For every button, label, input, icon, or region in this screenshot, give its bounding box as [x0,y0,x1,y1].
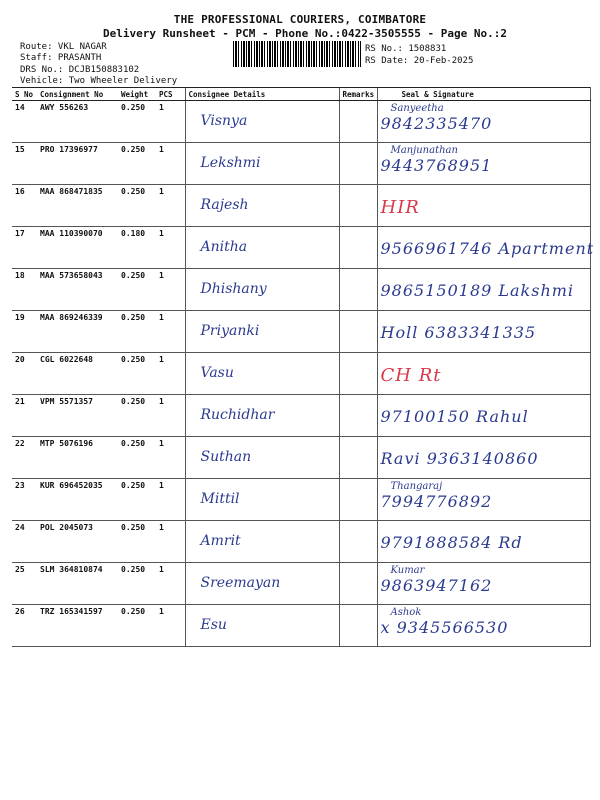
cell-remarks [339,101,377,143]
cell-weight: 0.250 [118,353,156,395]
signature-name: Thangaraj [390,481,443,492]
cell-sno: 14 [12,101,37,143]
signature-phone: 97100150 Rahul [380,407,529,426]
table-row [12,311,590,353]
cell-pcs: 1 [156,563,185,605]
signature-name: Kumar [390,565,425,576]
consignee-handwriting: Mittil [200,491,240,507]
consignee-handwriting: Priyanki [200,323,260,339]
col-pcs: PCS [156,88,185,101]
cell-consignee-details [185,185,339,227]
cell-seal-signature [377,101,590,143]
consignee-handwriting: Lekshmi [200,155,261,171]
signature-phone: 9791888584 Rd [380,533,523,552]
cell-consignee-details [185,311,339,353]
signature-name: Sanyeetha [390,103,444,114]
cell-remarks [339,353,377,395]
cell-pcs: 1 [156,521,185,563]
staff-label: Staff: PRASANTH [20,53,102,63]
cell-consignment-no: MAA 110390070 [37,227,118,269]
cell-consignee-details [185,437,339,479]
cell-seal-signature [377,143,590,185]
cell-sno: 19 [12,311,37,353]
table-row [12,269,590,311]
table-row [12,395,590,437]
cell-sno: 22 [12,437,37,479]
table-row [12,437,590,479]
cell-pcs: 1 [156,479,185,521]
col-weight: Weight [118,88,156,101]
table-row [12,479,590,521]
cell-seal-signature [377,605,590,647]
consignee-handwriting: Suthan [200,449,252,465]
signature-phone: 7994776892 [380,492,493,511]
cell-seal-signature [377,521,590,563]
signature-phone: 9842335470 [380,114,493,133]
cell-pcs: 1 [156,437,185,479]
route-label: Route: VKL NAGAR [20,42,107,52]
cell-pcs: 1 [156,185,185,227]
cell-consignment-no: KUR 696452035 [37,479,118,521]
cell-sno: 20 [12,353,37,395]
cell-pcs: 1 [156,101,185,143]
cell-weight: 0.250 [118,185,156,227]
cell-pcs: 1 [156,269,185,311]
cell-sno: 26 [12,605,37,647]
table-row [12,185,590,227]
cell-weight: 0.250 [118,395,156,437]
table-row [12,605,590,647]
cell-sno: 23 [12,479,37,521]
cell-sno: 17 [12,227,37,269]
cell-consignment-no: AWY 556263 [37,101,118,143]
delivery-table [12,87,595,647]
cell-consignee-details [185,353,339,395]
runsheet-subtitle: Delivery Runsheet - PCM - Phone No.:0422-3505555 - Page No.:2 [103,27,507,40]
cell-consignee-details [185,269,339,311]
cell-sno: 25 [12,563,37,605]
signature-phone: 9865150189 Lakshmi [380,281,575,300]
consignee-handwriting: Dhishany [200,281,267,297]
cell-pcs: 1 [156,143,185,185]
cell-weight: 0.250 [118,605,156,647]
cell-remarks [339,269,377,311]
cell-consignee-details [185,521,339,563]
cell-consignment-no: TRZ 165341597 [37,605,118,647]
cell-seal-signature [377,185,590,227]
cell-weight: 0.250 [118,437,156,479]
signature-name: Manjunathan [390,145,458,156]
cell-seal-signature [377,479,590,521]
cell-weight: 0.250 [118,269,156,311]
cell-consignment-no: MAA 868471835 [37,185,118,227]
cell-seal-signature [377,395,590,437]
signature-phone: CH Rt [380,365,442,386]
signature-phone: Holl 6383341335 [380,323,537,342]
cell-seal-signature [377,437,590,479]
cell-consignment-no: CGL 6022648 [37,353,118,395]
col-signature: Seal & Signature [377,88,590,101]
signature-phone: x 9345566530 [380,618,509,637]
cell-sno: 18 [12,269,37,311]
cell-remarks [339,311,377,353]
table-row [12,353,590,395]
cell-consignment-no: SLM 364810874 [37,563,118,605]
cell-remarks [339,227,377,269]
table-row [12,563,590,605]
signature-phone: HIR [380,197,420,218]
col-sno: S No [12,88,37,101]
cell-consignment-no: POL 2045073 [37,521,118,563]
cell-weight: 0.250 [118,101,156,143]
drs-label: DRS No.: DCJB150883102 [20,65,140,75]
cell-remarks [339,605,377,647]
consignee-handwriting: Vasu [200,365,234,381]
cell-seal-signature [377,311,590,353]
cell-sno: 16 [12,185,37,227]
rs-number: RS No.: 1508831 [365,44,447,54]
signature-phone: 9863947162 [380,576,493,595]
cell-consignee-details [185,143,339,185]
cell-remarks [339,563,377,605]
rs-date: RS Date: 20-Feb-2025 [365,56,474,66]
cell-consignment-no: MTP 5076196 [37,437,118,479]
cell-remarks [339,479,377,521]
table-header-row [12,88,590,101]
cell-consignee-details [185,395,339,437]
cell-pcs: 1 [156,311,185,353]
table-row [12,101,590,143]
cell-consignment-no: MAA 573658043 [37,269,118,311]
cell-remarks [339,395,377,437]
cell-consignee-details [185,563,339,605]
barcode-image [233,41,361,67]
cell-weight: 0.250 [118,311,156,353]
table-row [12,227,590,269]
consignee-handwriting: Esu [200,617,227,633]
cell-seal-signature [377,269,590,311]
table-row [12,143,590,185]
cell-weight: 0.250 [118,521,156,563]
table-row [12,521,590,563]
cell-weight: 0.250 [118,143,156,185]
consignee-handwriting: Amrit [200,533,241,549]
cell-weight: 0.180 [118,227,156,269]
runsheet-title: THE PROFESSIONAL COURIERS, COIMBATORE [173,13,427,26]
col-consignee: Consignee Details [185,88,339,101]
cell-remarks [339,521,377,563]
cell-weight: 0.250 [118,563,156,605]
cell-pcs: 1 [156,395,185,437]
cell-consignee-details [185,479,339,521]
signature-phone: 9443768951 [380,156,493,175]
cell-consignment-no: PRO 17396977 [37,143,118,185]
cell-remarks [339,185,377,227]
signature-phone: 9566961746 Apartment [380,239,595,258]
consignee-handwriting: Rajesh [200,197,249,213]
cell-consignment-no: MAA 869246339 [37,311,118,353]
signature-name: Ashok [390,607,422,618]
cell-consignee-details [185,101,339,143]
cell-seal-signature [377,353,590,395]
signature-phone: Ravi 9363140860 [380,449,539,468]
cell-consignment-no: VPM 5571357 [37,395,118,437]
cell-pcs: 1 [156,605,185,647]
vehicle-label: Vehicle: Two Wheeler Delivery [20,76,178,86]
cell-remarks [339,437,377,479]
cell-sno: 21 [12,395,37,437]
cell-weight: 0.250 [118,479,156,521]
col-consignment: Consignment No [37,88,118,101]
consignee-handwriting: Anitha [200,239,248,255]
cell-seal-signature [377,227,595,269]
consignee-handwriting: Ruchidhar [200,407,275,423]
consignee-handwriting: Sreemayan [200,575,281,591]
cell-remarks [339,143,377,185]
cell-sno: 24 [12,521,37,563]
consignee-handwriting: Visnya [200,113,248,129]
cell-seal-signature [377,563,590,605]
col-remarks: Remarks [339,88,377,101]
cell-pcs: 1 [156,353,185,395]
table-body [12,101,595,647]
cell-pcs: 1 [156,227,185,269]
cell-consignee-details [185,227,339,269]
cell-consignee-details [185,605,339,647]
cell-sno: 15 [12,143,37,185]
